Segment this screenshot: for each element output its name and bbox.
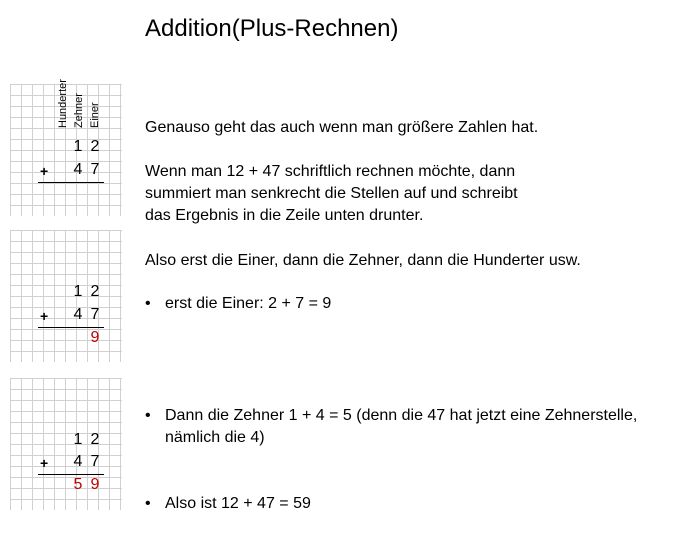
grid3-row2-ones: 7	[90, 453, 100, 470]
grid1-sum-line	[38, 182, 104, 183]
grid3-row1-tens: 1	[73, 431, 83, 448]
grid1-row2-ones: 7	[90, 161, 100, 178]
calc-grid-3	[10, 378, 122, 510]
column-header-zehner: Zehner	[73, 93, 85, 128]
column-header-einer: Einer	[89, 102, 101, 128]
grid2-row2-tens: 4	[73, 306, 83, 323]
grid3-row2-tens: 4	[73, 453, 83, 470]
explanation-line-1: Wenn man 12 + 47 schriftlich rechnen möchte, dann	[145, 163, 516, 180]
grid1-row1-tens: 1	[73, 138, 83, 155]
grid2-row2-ones: 7	[90, 306, 100, 323]
calc-grid-2	[10, 230, 122, 362]
explanation-line-3: das Ergebnis in die Zeile unten drunter.	[145, 207, 424, 224]
bullet-zehner-text-line-2: nämlich die 4)	[165, 429, 265, 446]
page-title: Addition(Plus-Rechnen)	[145, 15, 399, 42]
order-text: Also erst die Einer, dann die Zehner, dann die Hunderter usw.	[145, 252, 581, 269]
grid3-plus-sign: +	[40, 455, 49, 471]
grid3-result-ones: 9	[90, 476, 100, 493]
grid3-row1-ones: 2	[90, 431, 100, 448]
bullet-dot: •	[145, 295, 151, 312]
bullet-zehner-text-line-1: Dann die Zehner 1 + 4 = 5 (denn die 47 hat jetzt eine Zehnerstelle,	[165, 407, 638, 424]
grid3-result-tens: 5	[73, 476, 83, 493]
bullet-dot: •	[145, 495, 151, 512]
intro-text: Genauso geht das auch wenn man größere Zahlen hat.	[145, 119, 539, 136]
bullet-result-text: Also ist 12 + 47 = 59	[165, 495, 311, 512]
grid2-row1-tens: 1	[73, 283, 83, 300]
bullet-einer-text: erst die Einer: 2 + 7 = 9	[165, 295, 332, 312]
grid2-result-ones: 9	[90, 329, 100, 346]
grid2-plus-sign: +	[40, 308, 49, 324]
grid1-row2-tens: 4	[73, 161, 83, 178]
bullet-dot: •	[145, 407, 151, 424]
explanation-line-2: summiert man senkrecht die Stellen auf und schreibt	[145, 185, 518, 202]
grid1-plus-sign: +	[40, 163, 49, 179]
grid1-row1-ones: 2	[90, 138, 100, 155]
grid2-row1-ones: 2	[90, 283, 100, 300]
column-header-hunderter: Hunderter	[57, 79, 69, 128]
